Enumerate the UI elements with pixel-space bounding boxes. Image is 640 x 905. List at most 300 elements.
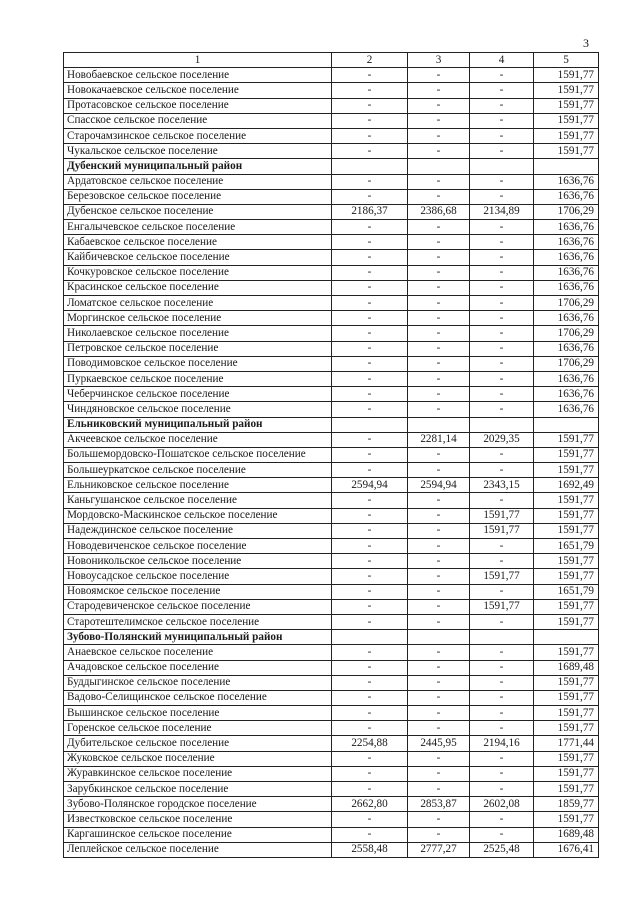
value-cell-col2: 2594,94 <box>332 478 408 493</box>
value-cell-col4: - <box>470 660 534 675</box>
table-row <box>64 220 599 235</box>
value-cell-col2: 2662,80 <box>332 797 408 812</box>
table-row <box>64 493 599 508</box>
value-cell-col3: 2445,95 <box>408 736 470 751</box>
value-cell-col2: - <box>332 220 408 235</box>
value-cell-col4 <box>470 417 534 432</box>
value-cell-col5: 1591,77 <box>534 721 599 736</box>
value-cell-col5: 1591,77 <box>534 144 599 159</box>
value-cell-col5: 1591,77 <box>534 690 599 705</box>
value-cell-col3: 2281,14 <box>408 432 470 447</box>
value-cell-col5: 1636,76 <box>534 235 599 250</box>
value-cell-col5: 1591,77 <box>534 599 599 614</box>
settlement-name-cell: Зубово-Полянское городское поселение <box>64 797 332 812</box>
value-cell-col4: - <box>470 296 534 311</box>
value-cell-col3: - <box>408 447 470 462</box>
value-cell-col5: 1651,79 <box>534 584 599 599</box>
table-row <box>64 599 599 614</box>
value-cell-col3: - <box>408 371 470 386</box>
value-cell-col4: 1591,77 <box>470 599 534 614</box>
value-cell-col5: 1591,77 <box>534 463 599 478</box>
value-cell-col4: 2134,89 <box>470 204 534 219</box>
value-cell-col2: - <box>332 356 408 371</box>
value-cell-col4: - <box>470 827 534 842</box>
settlement-name-cell: Мордовско-Маскинское сельское поселение <box>64 508 332 523</box>
value-cell-col2: - <box>332 280 408 295</box>
value-cell-col4 <box>470 159 534 174</box>
value-cell-col3: - <box>408 326 470 341</box>
value-cell-col4: 1591,77 <box>470 523 534 538</box>
settlement-name-cell: Жуковское сельское поселение <box>64 751 332 766</box>
value-cell-col2: - <box>332 827 408 842</box>
value-cell-col4: - <box>470 311 534 326</box>
settlement-name-cell: Известковское сельское поселение <box>64 812 332 827</box>
column-header-5: 5 <box>534 53 599 68</box>
value-cell-col2: - <box>332 341 408 356</box>
value-cell-col3: - <box>408 189 470 204</box>
settlement-name-cell: Поводимовское сельское поселение <box>64 356 332 371</box>
column-header-2: 2 <box>332 53 408 68</box>
value-cell-col3: - <box>408 144 470 159</box>
settlement-name-cell: Стародевиченское сельское поселение <box>64 599 332 614</box>
value-cell-col3: - <box>408 402 470 417</box>
value-cell-col5: 1591,77 <box>534 614 599 629</box>
value-cell-col5: 1636,76 <box>534 311 599 326</box>
value-cell-col4: - <box>470 174 534 189</box>
value-cell-col5: 1692,49 <box>534 478 599 493</box>
value-cell-col3: - <box>408 220 470 235</box>
value-cell-col2: - <box>332 387 408 402</box>
table-row <box>64 447 599 462</box>
value-cell-col5: 1771,44 <box>534 736 599 751</box>
table-row <box>64 387 599 402</box>
table-row <box>64 584 599 599</box>
settlement-name-cell: Чукальское сельское поселение <box>64 144 332 159</box>
value-cell-col3: - <box>408 311 470 326</box>
value-cell-col4: 1591,77 <box>470 508 534 523</box>
value-cell-col4: - <box>470 144 534 159</box>
settlement-name-cell: Пуркаевское сельское поселение <box>64 371 332 386</box>
value-cell-col4: - <box>470 280 534 295</box>
table-row <box>64 463 599 478</box>
value-cell-col5: 1636,76 <box>534 189 599 204</box>
settlement-name-cell: Ачадовское сельское поселение <box>64 660 332 675</box>
value-cell-col2: - <box>332 614 408 629</box>
value-cell-col2: - <box>332 554 408 569</box>
value-cell-col3: - <box>408 341 470 356</box>
table-row <box>64 144 599 159</box>
table-row <box>64 675 599 690</box>
value-cell-col3: - <box>408 83 470 98</box>
value-cell-col5: 1591,77 <box>534 493 599 508</box>
value-cell-col2: - <box>332 675 408 690</box>
table-row <box>64 554 599 569</box>
value-cell-col5 <box>534 417 599 432</box>
value-cell-col5: 1591,77 <box>534 523 599 538</box>
value-cell-col4: - <box>470 341 534 356</box>
table-row <box>64 736 599 751</box>
table-row <box>64 68 599 83</box>
value-cell-col3: - <box>408 250 470 265</box>
value-cell-col5: 1859,77 <box>534 797 599 812</box>
settlement-name-cell: Дубенское сельское поселение <box>64 204 332 219</box>
value-cell-col3: - <box>408 690 470 705</box>
settlement-name-cell: Каргашинское сельское поселение <box>64 827 332 842</box>
settlement-name-cell: Вышинское сельское поселение <box>64 706 332 721</box>
settlement-name-cell: Новокачаевское сельское поселение <box>64 83 332 98</box>
settlement-name-cell: Ардатовское сельское поселение <box>64 174 332 189</box>
settlement-name-cell: Моргинское сельское поселение <box>64 311 332 326</box>
table-row <box>64 842 599 857</box>
column-header-3: 3 <box>408 53 470 68</box>
settlement-name-cell: Зарубкинское сельское поселение <box>64 782 332 797</box>
settlement-name-cell: Анаевское сельское поселение <box>64 645 332 660</box>
value-cell-col4: - <box>470 766 534 781</box>
value-cell-col4: - <box>470 584 534 599</box>
value-cell-col3: - <box>408 766 470 781</box>
settlement-name-cell: Большеуркатское сельское поселение <box>64 463 332 478</box>
settlement-name-cell: Горенское сельское поселение <box>64 721 332 736</box>
value-cell-col4: - <box>470 402 534 417</box>
value-cell-col4: - <box>470 706 534 721</box>
value-cell-col5: 1636,76 <box>534 220 599 235</box>
settlement-name-cell: Новодевиченское сельское поселение <box>64 539 332 554</box>
value-cell-col5: 1636,76 <box>534 402 599 417</box>
tariff-table <box>63 52 599 858</box>
value-cell-col5: 1706,29 <box>534 204 599 219</box>
value-cell-col3: - <box>408 235 470 250</box>
value-cell-col4: - <box>470 751 534 766</box>
value-cell-col2 <box>332 159 408 174</box>
value-cell-col4: - <box>470 721 534 736</box>
value-cell-col3: - <box>408 812 470 827</box>
value-cell-col4: - <box>470 128 534 143</box>
value-cell-col2: - <box>332 766 408 781</box>
value-cell-col5: 1591,77 <box>534 128 599 143</box>
value-cell-col5: 1636,76 <box>534 387 599 402</box>
value-cell-col3: - <box>408 493 470 508</box>
district-header-row <box>64 417 599 432</box>
settlement-name-cell: Надеждинское сельское поселение <box>64 523 332 538</box>
value-cell-col3: - <box>408 265 470 280</box>
settlement-name-cell: Дубительское сельское поселение <box>64 736 332 751</box>
value-cell-col4 <box>470 630 534 645</box>
value-cell-col5: 1591,77 <box>534 675 599 690</box>
district-header-row <box>64 159 599 174</box>
table-row <box>64 478 599 493</box>
settlement-name-cell: Протасовское сельское поселение <box>64 98 332 113</box>
table-row <box>64 83 599 98</box>
value-cell-col2: - <box>332 98 408 113</box>
value-cell-col5: 1636,76 <box>534 371 599 386</box>
settlement-name-cell: Ельниковский муниципальный район <box>64 417 332 432</box>
value-cell-col4: - <box>470 812 534 827</box>
value-cell-col5: 1706,29 <box>534 356 599 371</box>
value-cell-col2: - <box>332 68 408 83</box>
table-row <box>64 569 599 584</box>
value-cell-col2: - <box>332 447 408 462</box>
settlement-name-cell: Новобаевское сельское поселение <box>64 68 332 83</box>
table-row <box>64 356 599 371</box>
value-cell-col2: 2186,37 <box>332 204 408 219</box>
value-cell-col2: - <box>332 128 408 143</box>
value-cell-col5: 1591,77 <box>534 447 599 462</box>
table-row <box>64 235 599 250</box>
value-cell-col4: - <box>470 371 534 386</box>
value-cell-col2: - <box>332 83 408 98</box>
value-cell-col3: - <box>408 128 470 143</box>
value-cell-col2: - <box>332 144 408 159</box>
value-cell-col2: - <box>332 463 408 478</box>
value-cell-col2: - <box>332 189 408 204</box>
value-cell-col3: - <box>408 98 470 113</box>
value-cell-col5: 1591,77 <box>534 706 599 721</box>
settlement-name-cell: Большемордовско-Пошатское сельское поселение <box>64 447 332 462</box>
value-cell-col2: 2254,88 <box>332 736 408 751</box>
value-cell-col3: - <box>408 508 470 523</box>
settlement-name-cell: Акчеевское сельское поселение <box>64 432 332 447</box>
value-cell-col3: 2594,94 <box>408 478 470 493</box>
settlement-name-cell: Леплейское сельское поселение <box>64 842 332 857</box>
value-cell-col5: 1591,77 <box>534 812 599 827</box>
value-cell-col3: - <box>408 296 470 311</box>
value-cell-col3: 2777,27 <box>408 842 470 857</box>
table-row <box>64 690 599 705</box>
value-cell-col5: 1591,77 <box>534 766 599 781</box>
value-cell-col2: 2558,48 <box>332 842 408 857</box>
table-row <box>64 402 599 417</box>
settlement-name-cell: Николаевское сельское поселение <box>64 326 332 341</box>
value-cell-col3: 2853,87 <box>408 797 470 812</box>
table-row <box>64 326 599 341</box>
value-cell-col3: - <box>408 463 470 478</box>
table-row <box>64 508 599 523</box>
value-cell-col4: - <box>470 387 534 402</box>
table-row <box>64 706 599 721</box>
table-row <box>64 614 599 629</box>
settlement-name-cell: Ломатское сельское поселение <box>64 296 332 311</box>
value-cell-col4: - <box>470 675 534 690</box>
value-cell-col4: 2602,08 <box>470 797 534 812</box>
value-cell-col3: - <box>408 675 470 690</box>
column-header-row <box>64 53 599 68</box>
table-row <box>64 341 599 356</box>
column-header-4: 4 <box>470 53 534 68</box>
value-cell-col4: - <box>470 539 534 554</box>
value-cell-col5: 1689,48 <box>534 660 599 675</box>
value-cell-col5: 1591,77 <box>534 113 599 128</box>
value-cell-col2: - <box>332 751 408 766</box>
table-row <box>64 782 599 797</box>
value-cell-col5: 1706,29 <box>534 296 599 311</box>
value-cell-col3: - <box>408 280 470 295</box>
value-cell-col2: - <box>332 660 408 675</box>
value-cell-col3: - <box>408 387 470 402</box>
table-row <box>64 98 599 113</box>
value-cell-col5: 1636,76 <box>534 341 599 356</box>
value-cell-col2 <box>332 630 408 645</box>
settlement-name-cell: Ельниковское сельское поселение <box>64 478 332 493</box>
value-cell-col2: - <box>332 235 408 250</box>
value-cell-col5: 1591,77 <box>534 98 599 113</box>
value-cell-col5: 1636,76 <box>534 250 599 265</box>
settlement-name-cell: Новоямское сельское поселение <box>64 584 332 599</box>
value-cell-col4: - <box>470 782 534 797</box>
table-row <box>64 660 599 675</box>
value-cell-col5: 1591,77 <box>534 83 599 98</box>
value-cell-col2: - <box>332 539 408 554</box>
value-cell-col5: 1651,79 <box>534 539 599 554</box>
settlement-name-cell: Каньгушанское сельское поселение <box>64 493 332 508</box>
value-cell-col3: - <box>408 113 470 128</box>
value-cell-col2: - <box>332 326 408 341</box>
value-cell-col2: - <box>332 782 408 797</box>
value-cell-col4: - <box>470 189 534 204</box>
value-cell-col4: - <box>470 83 534 98</box>
value-cell-col2: - <box>332 296 408 311</box>
value-cell-col5: 1591,77 <box>534 432 599 447</box>
table-row <box>64 645 599 660</box>
settlement-name-cell: Чеберчинское сельское поселение <box>64 387 332 402</box>
value-cell-col3: - <box>408 751 470 766</box>
value-cell-col4: - <box>470 493 534 508</box>
value-cell-col2: - <box>332 311 408 326</box>
table-row <box>64 311 599 326</box>
value-cell-col3: - <box>408 174 470 189</box>
settlement-name-cell: Новоникольское сельское поселение <box>64 554 332 569</box>
value-cell-col3: - <box>408 584 470 599</box>
value-cell-col3: - <box>408 645 470 660</box>
value-cell-col5: 1636,76 <box>534 174 599 189</box>
value-cell-col4: - <box>470 447 534 462</box>
value-cell-col5 <box>534 630 599 645</box>
column-header-1: 1 <box>64 53 332 68</box>
settlement-name-cell: Кочкуровское сельское поселение <box>64 265 332 280</box>
table-row <box>64 751 599 766</box>
value-cell-col3: - <box>408 660 470 675</box>
value-cell-col5: 1591,77 <box>534 554 599 569</box>
table-row <box>64 174 599 189</box>
value-cell-col4: 2343,15 <box>470 478 534 493</box>
settlement-name-cell: Новоусадское сельское поселение <box>64 569 332 584</box>
value-cell-col2: - <box>332 706 408 721</box>
table-row <box>64 797 599 812</box>
value-cell-col4: - <box>470 98 534 113</box>
table-row <box>64 296 599 311</box>
value-cell-col2: - <box>332 432 408 447</box>
value-cell-col5: 1706,29 <box>534 326 599 341</box>
table-row <box>64 432 599 447</box>
settlement-name-cell: Буддыгинское сельское поселение <box>64 675 332 690</box>
settlement-name-cell: Зубово-Полянский муниципальный район <box>64 630 332 645</box>
settlement-name-cell: Чиндяновское сельское поселение <box>64 402 332 417</box>
settlement-name-cell: Старочамзинское сельское поселение <box>64 128 332 143</box>
table-row <box>64 250 599 265</box>
value-cell-col4: - <box>470 326 534 341</box>
settlement-name-cell: Петровское сельское поселение <box>64 341 332 356</box>
value-cell-col2: - <box>332 645 408 660</box>
value-cell-col3: - <box>408 569 470 584</box>
value-cell-col2: - <box>332 599 408 614</box>
table-row <box>64 371 599 386</box>
settlement-name-cell: Кайбичевское сельское поселение <box>64 250 332 265</box>
table-row <box>64 523 599 538</box>
value-cell-col2: - <box>332 584 408 599</box>
value-cell-col4: - <box>470 554 534 569</box>
value-cell-col2: - <box>332 265 408 280</box>
value-cell-col3: - <box>408 523 470 538</box>
value-cell-col5 <box>534 159 599 174</box>
value-cell-col3: - <box>408 721 470 736</box>
settlement-name-cell: Спасское сельское поселение <box>64 113 332 128</box>
value-cell-col3: - <box>408 827 470 842</box>
value-cell-col2 <box>332 417 408 432</box>
value-cell-col2: - <box>332 690 408 705</box>
table-row <box>64 766 599 781</box>
value-cell-col4: 2194,16 <box>470 736 534 751</box>
value-cell-col5: 1591,77 <box>534 782 599 797</box>
settlement-name-cell: Старотештелимское сельское поселение <box>64 614 332 629</box>
value-cell-col4: - <box>470 645 534 660</box>
value-cell-col4: 1591,77 <box>470 569 534 584</box>
value-cell-col4: - <box>470 220 534 235</box>
value-cell-col2: - <box>332 721 408 736</box>
value-cell-col3 <box>408 630 470 645</box>
value-cell-col4: - <box>470 356 534 371</box>
value-cell-col4: - <box>470 463 534 478</box>
table-row <box>64 539 599 554</box>
table-row <box>64 827 599 842</box>
value-cell-col5: 1636,76 <box>534 265 599 280</box>
value-cell-col3: - <box>408 614 470 629</box>
value-cell-col4: - <box>470 250 534 265</box>
settlement-name-cell: Кабаевское сельское поселение <box>64 235 332 250</box>
settlement-name-cell: Березовское сельское поселение <box>64 189 332 204</box>
value-cell-col3: - <box>408 782 470 797</box>
value-cell-col4: - <box>470 68 534 83</box>
value-cell-col3: - <box>408 706 470 721</box>
table-row <box>64 280 599 295</box>
value-cell-col3 <box>408 417 470 432</box>
value-cell-col3: - <box>408 356 470 371</box>
settlement-name-cell: Дубенский муниципальный район <box>64 159 332 174</box>
value-cell-col5: 1591,77 <box>534 68 599 83</box>
value-cell-col4: - <box>470 113 534 128</box>
value-cell-col5: 1676,41 <box>534 842 599 857</box>
value-cell-col5: 1591,77 <box>534 508 599 523</box>
page-number: 3 <box>583 36 589 50</box>
table-row <box>64 204 599 219</box>
value-cell-col4: - <box>470 690 534 705</box>
value-cell-col4: 2525,48 <box>470 842 534 857</box>
settlement-name-cell: Красинское сельское поселение <box>64 280 332 295</box>
settlement-name-cell: Вадово-Селищинское сельское поселение <box>64 690 332 705</box>
value-cell-col5: 1591,77 <box>534 645 599 660</box>
value-cell-col2: - <box>332 113 408 128</box>
value-cell-col2: - <box>332 493 408 508</box>
value-cell-col2: - <box>332 371 408 386</box>
value-cell-col2: - <box>332 174 408 189</box>
value-cell-col2: - <box>332 569 408 584</box>
value-cell-col5: 1591,77 <box>534 751 599 766</box>
value-cell-col3: - <box>408 539 470 554</box>
table-row <box>64 812 599 827</box>
table-row <box>64 128 599 143</box>
value-cell-col3: - <box>408 68 470 83</box>
value-cell-col3: - <box>408 554 470 569</box>
settlement-name-cell: Енгалычевское сельское поселение <box>64 220 332 235</box>
value-cell-col5: 1689,48 <box>534 827 599 842</box>
